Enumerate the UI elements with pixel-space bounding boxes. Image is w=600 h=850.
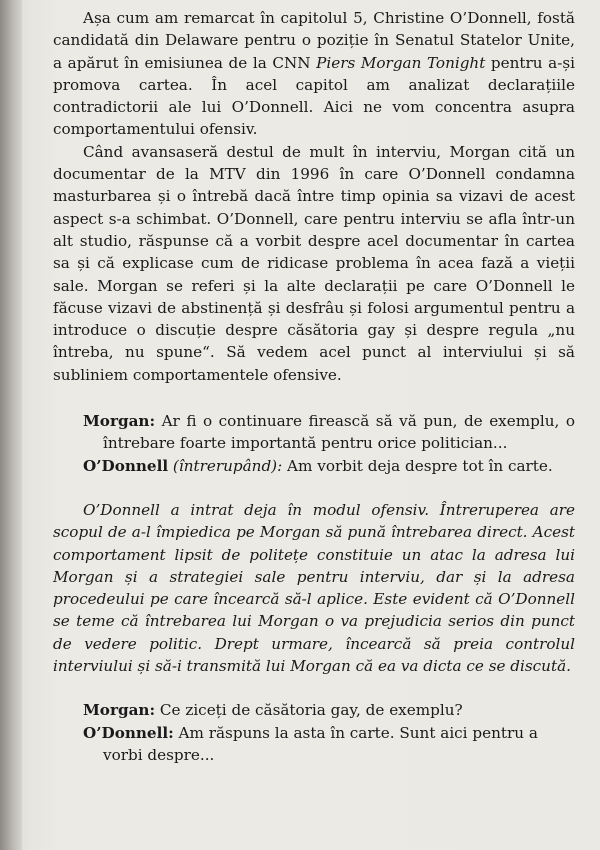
show-title: Piers Morgan Tonight: [316, 53, 486, 72]
speaker-label: Morgan:: [83, 701, 156, 720]
dialog-block-2: [53, 699, 575, 766]
page-gutter: [0, 0, 22, 850]
speaker-label: O’Donnell: [83, 456, 169, 475]
page-text: [53, 0, 575, 766]
speaker-note: (întrerupând):: [168, 456, 283, 475]
dialog-line-morgan: [53, 699, 575, 721]
paragraph-1-text: Așa cum am remarcat în capitolul 5, Christine O’Donnell, fostă candidată din Delaware pentru o poziție în Senatul Statelor Unite, a apărut în emisiunea de la CNN: [53, 9, 575, 72]
speaker-label: Morgan:: [83, 412, 156, 431]
dialog-line-odonnell: [53, 722, 575, 767]
dialog-line-morgan: [53, 410, 575, 455]
paragraph-1-text-rest: pentru a-și promova cartea. În acel capitol am analizat declarațiile contradictorii ale lui O’Donnell. Aici ne vom concentra asupra comportamentului ofensiv.: [53, 53, 575, 139]
dialog-line-odonnell: [53, 455, 575, 477]
paragraph-2: Când avansaseră destul de mult în interviu, Morgan cită un documentar de la MTV din 1996 în care O’Donnell condamna masturbarea și o întrebă dacă între timp opinia sa vizavi de acest aspect s-a schimbat. O’Donnell, care pentru interviu se afla într-un alt studio, răspunse că a vorbit despre acel documentar în cartea sa și că explicase cum de ridicase problema în acea fază a vieții sale. Morgan se referi și la alte declarații pe care O’Donnell le făcuse vizavi de abstinență și desfrâu și folosi argumentul pentru a introduce o discuție despre căsătoria gay și despre regula „nu întreba, nu spune“. Să vedem acel punct al interviului și să subliniem comportamentele ofensive.: [53, 142, 575, 384]
paragraph-1: [53, 7, 575, 141]
dialog-text: Ce ziceți de căsătoria gay, de exemplu?: [155, 701, 463, 720]
dialog-block-1: [53, 410, 575, 477]
dialog-text: Am răspuns la asta în carte. Sunt aici pentru a vorbi despre...: [103, 723, 538, 764]
paragraph-3: O’Donnell a intrat deja în modul ofensiv. Întreruperea are scopul de a-l împiedica pe Morgan să pună întrebarea direct. Acest comportament lipsit de politețe constituie un atac la adresa lui Morgan și a strategiei sale pentru interviu, dar și la adresa procedeului pe care încearcă să-l aplice. Este evident că O’Donnell se teme că întrebarea lui Morgan o va prejudicia serios din punct de vedere politic. Drept urmare, încearcă să preia controlul interviului și să-i transmită lui Morgan că ea va dicta ce se discută.: [53, 500, 575, 676]
dialog-text: Am vorbit deja despre tot în carte.: [282, 456, 553, 475]
dialog-text: Ar fi o continuare firească să vă pun, de exemplu, o întrebare foarte importantă pentru orice politician...: [103, 412, 575, 453]
speaker-label: O’Donnell:: [83, 723, 174, 742]
